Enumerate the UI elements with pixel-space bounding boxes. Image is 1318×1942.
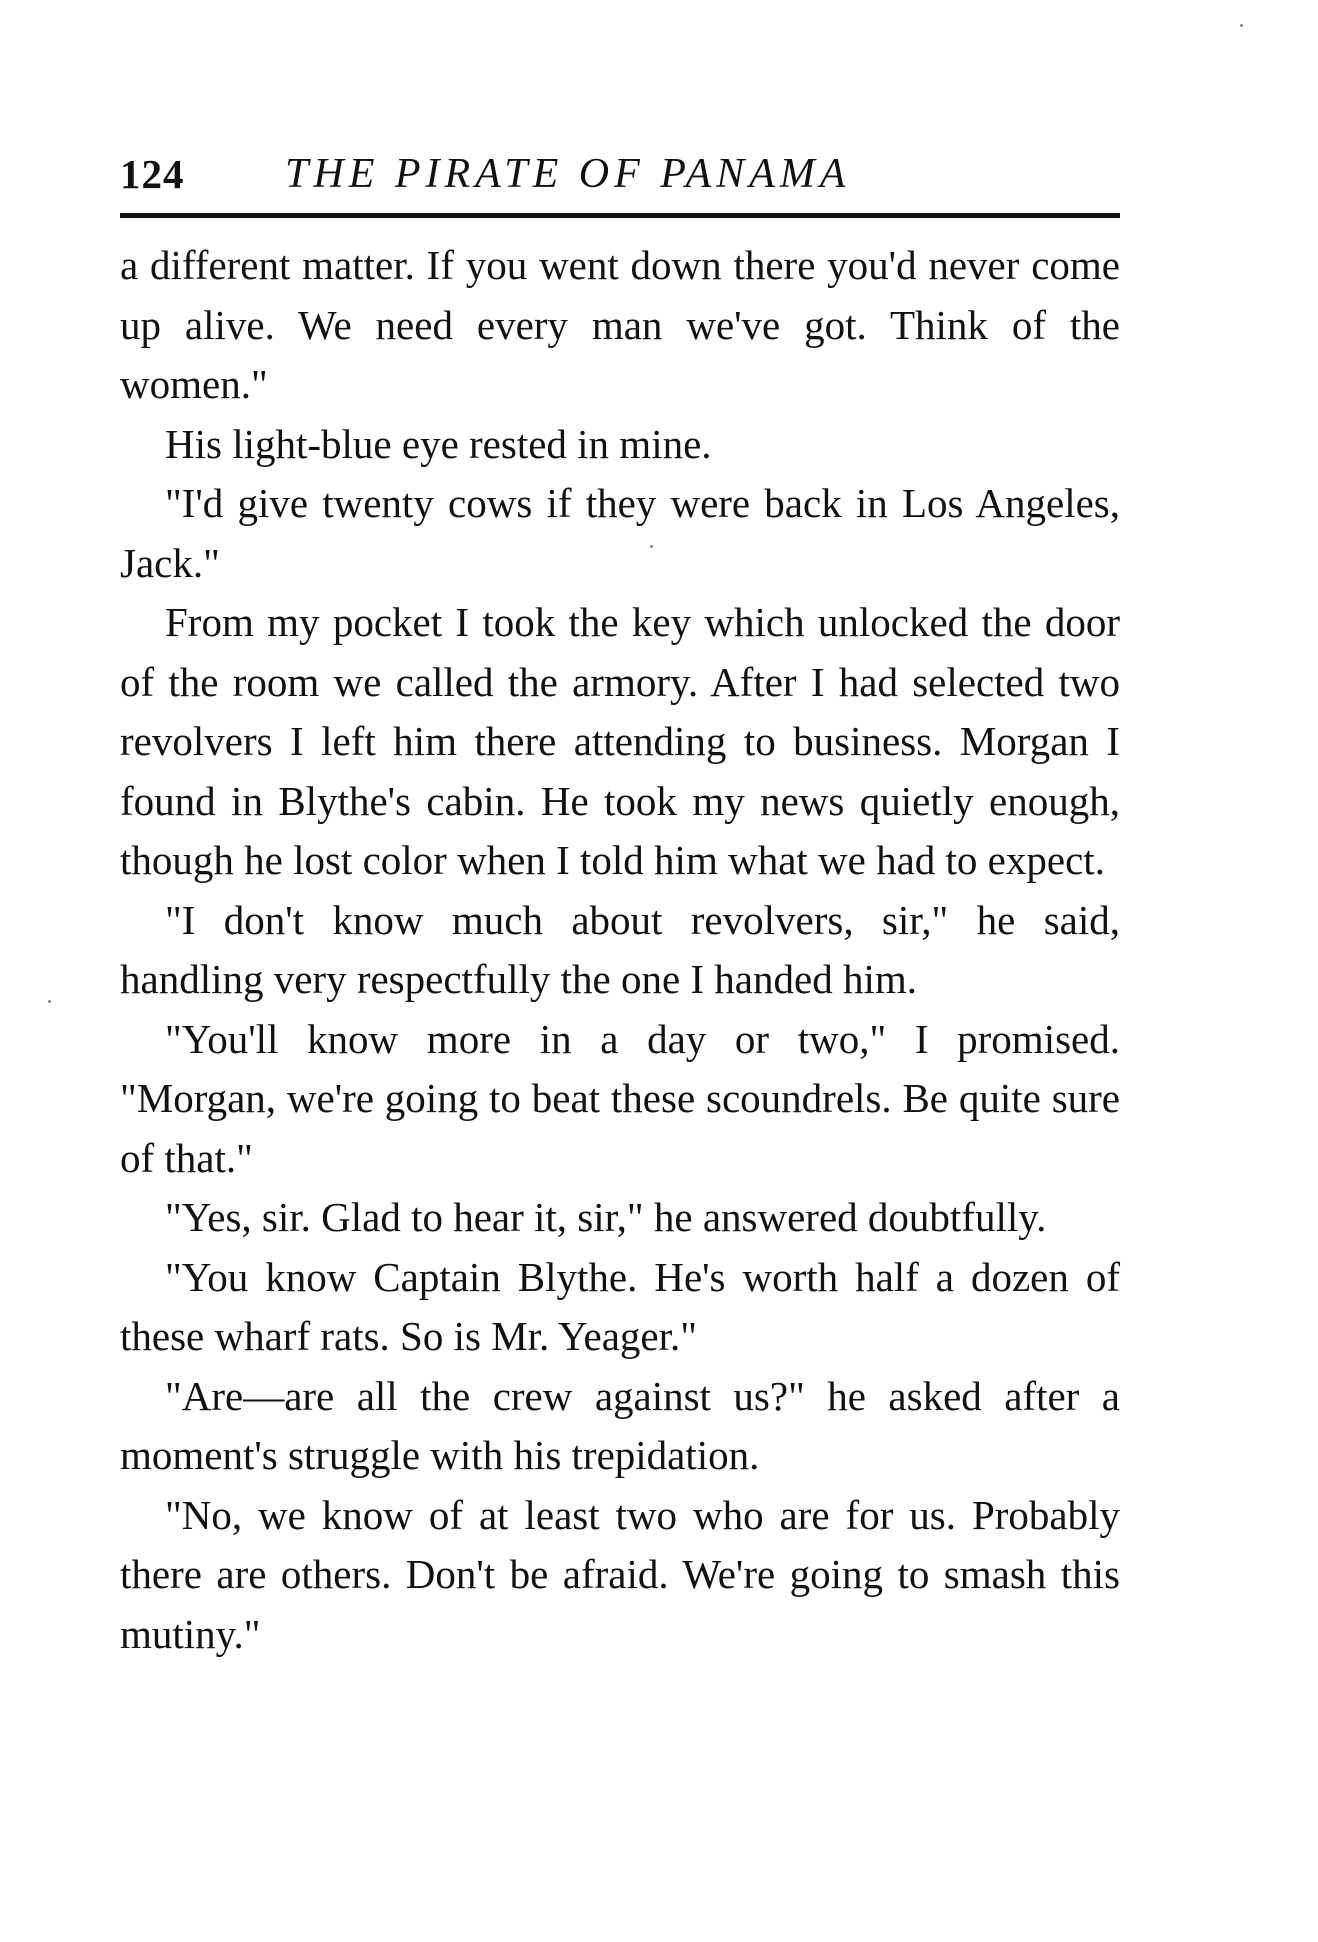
page-number: 124 (120, 151, 185, 197)
paragraph: "I'd give twenty cows if they were back in Los Angeles, Jack." (120, 480, 1120, 586)
paragraph: "You know Captain Blythe. He's worth half a dozen of these wharf rats. So is Mr. Yeager." (120, 1253, 1120, 1359)
header-rule (120, 213, 1120, 218)
paragraph: a different matter. If you went down there you'd never come up alive. We need every man we've got. Think of the women." (120, 242, 1120, 407)
paragraph: "No, we know of at least two who are for us. Probably there are others. Don't be afraid. We're going to smash this mutiny." (120, 1491, 1120, 1657)
running-head (120, 150, 1120, 210)
paragraph: "Yes, sir. Glad to hear it, sir," he answered doubtfully. (165, 1194, 1047, 1240)
print-speck (650, 545, 653, 548)
paragraph: "You'll know more in a day or two," I promised. "Morgan, we're going to beat these scoundrels. Be quite sure of that." (120, 1015, 1120, 1181)
paragraph: His light-blue eye rested in mine. (165, 420, 712, 467)
paragraph: "Are—are all the crew against us?" he asked after a moment's struggle with his trepidation. (120, 1372, 1120, 1478)
print-speck (48, 1000, 51, 1003)
book-title: THE PIRATE OF PANAMA (285, 151, 851, 197)
paragraph: From my pocket I took the key which unlocked the door of the room we called the armory. After I had selected two revolvers I left him there attending to business. Morgan I found in Blythe's cabin. He took my news quietly enough, though he lost color when I told him what we had to expect. (120, 599, 1120, 883)
print-speck (1240, 24, 1243, 27)
body-text (120, 236, 1120, 1664)
paragraph: "I don't know much about revolvers, sir," he said, handling very respectfully the one I handed him. (120, 896, 1120, 1002)
